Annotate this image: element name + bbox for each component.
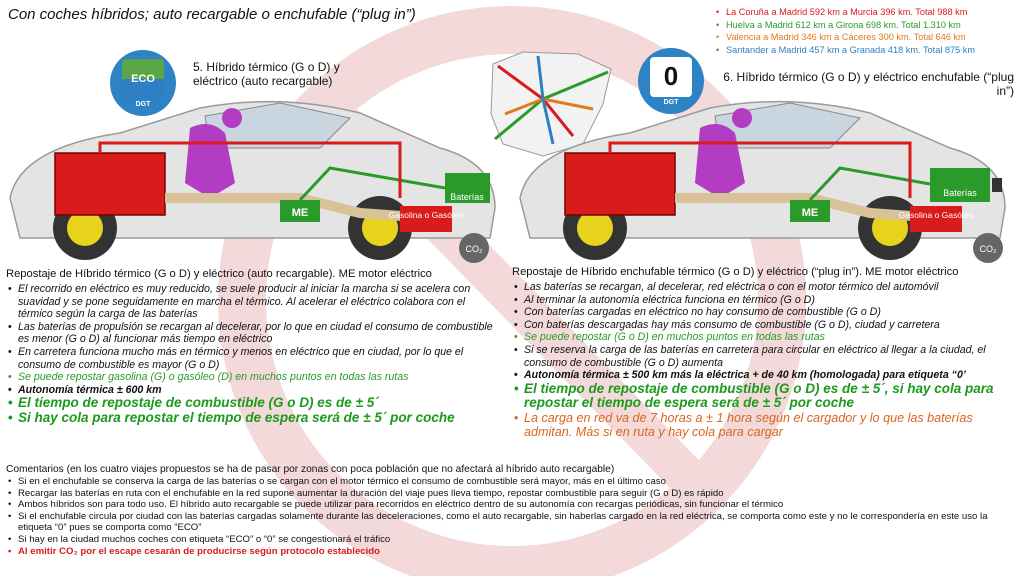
right-heading: Repostaje de Híbrido enchufable térmico (G o D) y eléctrico (“plug in”). ME motor eléctrico <box>512 266 959 278</box>
list-item: • Con baterías descargadas hay más consumo de combustible (G o D), ciudad y carretera <box>512 319 1017 332</box>
car-right-label: 6. Híbrido térmico (G o D) y eléctrico enchufable (“plug in”) <box>723 70 1014 98</box>
engine-label: Gasolina o Gasóleo <box>388 210 464 220</box>
list-item: • Con baterías cargadas en eléctrico no hay consumo de combustible (G o D) <box>512 306 1017 319</box>
list-item: • El tiempo de repostaje de combustible (G o D) es de ± 5´, si hay cola para repostar el tiempo de espera será de ± 5´ por coche <box>512 382 1017 411</box>
list-item: • Las baterías se recargan, al decelerar, red eléctrica o con el motor térmico del automóvil <box>512 281 1017 294</box>
list-item: • Las baterías de propulsión se recargan al decelerar, por lo que en ciudad el consumo de combustible es menor (G o D) al funcionar más tiempo en eléctrico <box>6 321 502 346</box>
comments-heading: Comentarios (en los cuatro viajes propuestos se ha de pasar por zonas con poca población que no afectará al híbrido auto recargable) <box>6 464 615 475</box>
route-item: • La Coruña a Madrid 592 km a Murcia 396 km. Total 988 km <box>716 6 975 19</box>
route-item: • Valencia a Madrid 346 km a Cáceres 300 km. Total 646 km <box>716 31 975 44</box>
co2-label: CO₂ <box>465 244 483 254</box>
car-left-label: 5. Híbrido térmico (G o D) y eléctrico (auto recargable) <box>193 60 340 88</box>
list-item: • Recargar las baterías en ruta con el enchufable en la red supone aumentar la duración del viaje pues lleva tiempo, repostar combustible para seguir (G o D) es rápido <box>6 488 1018 500</box>
left-heading: Repostaje de Híbrido térmico (G o D) y eléctrico (auto recargable). ME motor eléctrico <box>6 268 432 280</box>
list-item: • Se puede repostar gasolina (G) o gasóleo (D) en muchos puntos en todas las rutas <box>6 371 502 384</box>
list-item: • La carga en red va de 7 horas a ± 1 hora según el cargador y lo que las baterías admitan. Más si en ruta y hay cola para cargar <box>512 411 1017 439</box>
list-item: • Si en el enchufable se conserva la carga de las baterías o se cargan con el motor térmico el consumo de combustible será mayor, más en el último caso <box>6 476 1018 488</box>
list-item: • Autonomía térmica ± 600 km <box>6 384 502 397</box>
comments-section <box>6 463 1018 557</box>
routes-list <box>716 6 975 56</box>
route-item: • Santander a Madrid 457 km a Granada 418 km. Total 875 km <box>716 44 975 57</box>
dgt-logo: DGT <box>135 100 151 108</box>
eco-badge-text: ECO <box>122 59 164 99</box>
co2-label: CO₂ <box>979 244 997 254</box>
battery-label: Baterías <box>450 192 484 202</box>
route-item: • Huelva a Madrid 612 km a Girona 698 km. Total 1.310 km <box>716 19 975 32</box>
list-item: • Al terminar la autonomía eléctrica funciona en térmico (G o D) <box>512 294 1017 307</box>
engine-label: Gasolina o Gasóleo <box>898 210 974 220</box>
list-item: • Al emitir CO₂ por el escape cesarán de producirse según protocolo establecido <box>6 546 1018 558</box>
list-item: • En carretera funciona mucho más en térmico y menos en eléctrico que en ciudad, por lo que el consumo de combustible es mayor (G o D) <box>6 346 502 371</box>
list-item: • El tiempo de repostaje de combustible (G o D) es de ± 5´ <box>6 396 502 411</box>
comments-bullets <box>6 476 1018 557</box>
list-item: • El recorrido en eléctrico es muy reducido, se suele producir al iniciar la marcha si se acelera con suavidad y se pone seguidamente en marcha el térmico. Al acelerar el eléctrico colabora con el térmico según la carga de las baterías <box>6 283 502 321</box>
car-left-diagram <box>0 88 500 263</box>
list-item: • Si se reserva la carga de las baterías en carretera para circular en eléctrico al llegar a la ciudad, el consumo de combustible (G o D) aumenta <box>512 344 1017 369</box>
list-item: • Si el enchufable circula por ciudad con las baterías cargadas solamente durante las deceleraciones, como el auto recargable, sin haberlas cargado en la red eléctrica, se comporta como este y no le correspondería en este uso la etiqueta “0” pues se comporta como “ECO” <box>6 511 1018 534</box>
list-item: • Se puede repostar (G o D) en muchos puntos en todas las rutas <box>512 331 1017 344</box>
motor-label: ME <box>291 207 309 219</box>
left-bullets <box>6 283 502 425</box>
page-title: Con coches híbridos; auto recargable o enchufable (“plug in”) <box>8 6 416 23</box>
motor-label: ME <box>801 207 819 219</box>
list-item: • Si hay en la ciudad muchos coches con etiqueta “ECO” o “0” se congestionará el tráfico <box>6 534 1018 546</box>
list-item: • Autonomía térmica ± 500 km más la eléctrica + de 40 km (homologada) para etiqueta “0’ <box>512 369 1017 382</box>
right-bullets <box>512 281 1017 439</box>
car-right-diagram <box>510 88 1020 263</box>
list-item: • Ambos híbridos son para todo uso. El híbrido auto recargable se puede utilizar para recorridos en eléctrico dentro de su autonomía con recargas periódicas, sin funcionar el térmico <box>6 499 1018 511</box>
battery-label: Baterías <box>943 188 977 198</box>
list-item: • Si hay cola para repostar el tiempo de espera será de ± 5´ por coche <box>6 411 502 426</box>
dgt-logo: DGT <box>663 98 679 106</box>
zero-badge-text: 0 <box>650 57 692 97</box>
